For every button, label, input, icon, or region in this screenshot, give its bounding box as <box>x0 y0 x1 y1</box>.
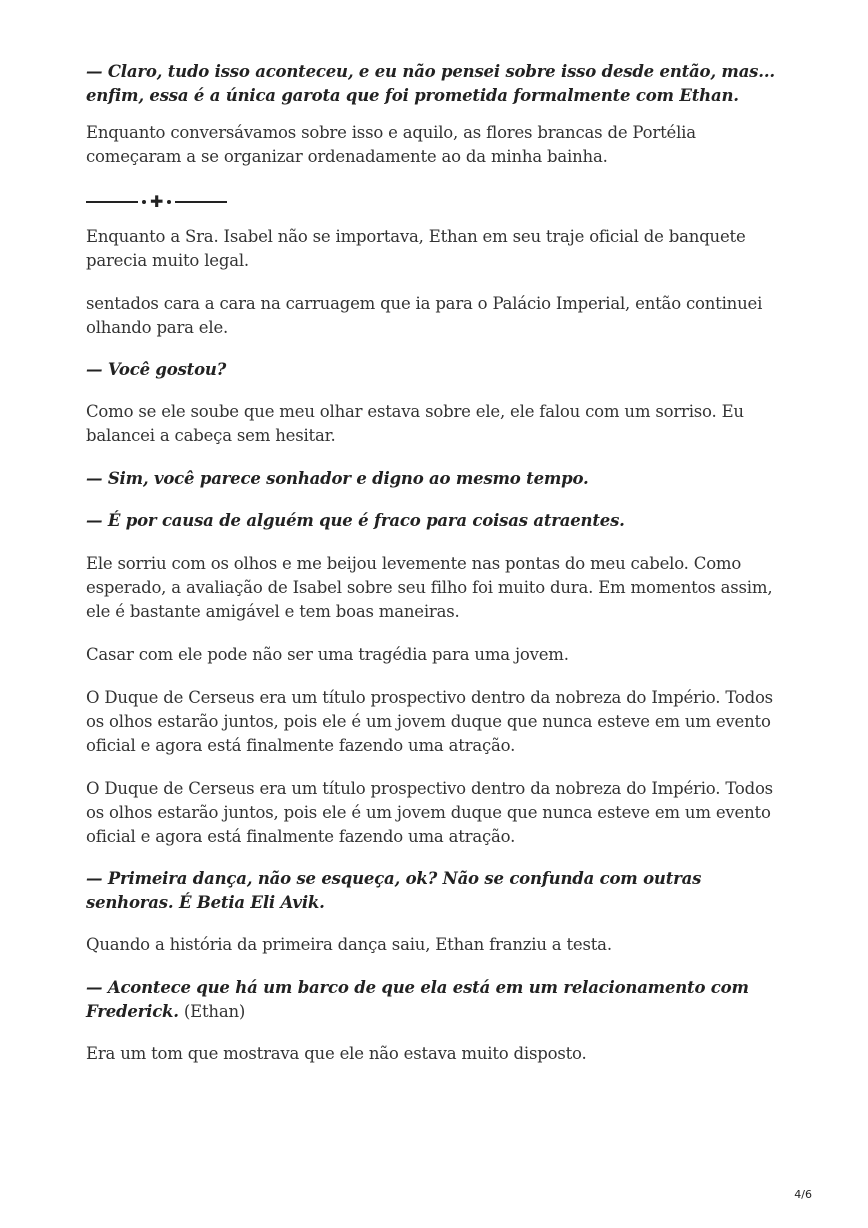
speaker-tag: (Ethan) <box>178 1002 246 1021</box>
dialogue-paragraph: — Claro, tudo isso aconteceu, e eu não pensei sobre isso desde então, mas... enfim, essa é a única garota que foi prometida formalmente com Ethan. <box>86 62 775 105</box>
narration-paragraph: Ele sorriu com os olhos e me beijou levemente nas pontas do meu cabelo. Como esperado, a avaliação de Isabel sobre seu filho foi muito dura. Em momentos assim, ele é bastante amigável e tem boas maneiras. <box>86 554 773 621</box>
dialogue-paragraph: — Você gostou? <box>86 360 227 379</box>
dialogue-paragraph: — É por causa de alguém que é fraco para coisas atraentes. <box>86 511 625 530</box>
dialogue-text: — Acontece que há um barco de que ela está em um relacionamento com Frederick. <box>86 978 749 1021</box>
narration-paragraph: sentados cara a cara na carruagem que ia para o Palácio Imperial, então continuei olhando para ele. <box>86 294 763 337</box>
divider-line <box>86 201 138 203</box>
narration-paragraph: O Duque de Cerseus era um título prospectivo dentro da nobreza do Império. Todos os olhos estarão juntos, pois ele é um jovem duque que nunca esteve em um evento oficial e agora está finalmente fazendo uma atração. <box>86 779 773 846</box>
dialogue-paragraph: — Primeira dança, não se esqueça, ok? Não se confunda com outras senhoras. É Betia Eli Avik. <box>86 869 702 912</box>
narration-paragraph: O Duque de Cerseus era um título prospectivo dentro da nobreza do Império. Todos os olhos estarão juntos, pois ele é um jovem duque que nunca esteve em um evento oficial e agora está finalmente fazendo uma atração. <box>86 688 773 755</box>
dialogue-paragraph <box>86 976 786 1024</box>
narration-paragraph: Era um tom que mostrava que ele não estava muito disposto. <box>86 1044 587 1063</box>
cross-ornament-icon: ✚ <box>150 192 164 211</box>
section-divider <box>86 190 786 214</box>
narration-paragraph: Como se ele soube que meu olhar estava sobre ele, ele falou com um sorriso. Eu balancei a cabeça sem hesitar. <box>86 402 744 445</box>
narration-paragraph: Enquanto conversávamos sobre isso e aquilo, as flores brancas de Portélia começaram a se organizar ordenadamente ao da minha bainha. <box>86 123 696 166</box>
narration-paragraph: Casar com ele pode não ser uma tragédia para uma jovem. <box>86 645 569 664</box>
narration-paragraph: Enquanto a Sra. Isabel não se importava, Ethan em seu traje oficial de banquete parecia muito legal. <box>86 227 746 270</box>
divider-dot <box>167 200 171 204</box>
narration-paragraph: Quando a história da primeira dança saiu, Ethan franziu a testa. <box>86 935 612 954</box>
page-number: 4/6 <box>794 1188 812 1201</box>
divider-line <box>175 201 227 203</box>
document-page <box>86 60 786 1066</box>
divider-dot <box>142 200 146 204</box>
dialogue-paragraph: — Sim, você parece sonhador e digno ao mesmo tempo. <box>86 469 589 488</box>
